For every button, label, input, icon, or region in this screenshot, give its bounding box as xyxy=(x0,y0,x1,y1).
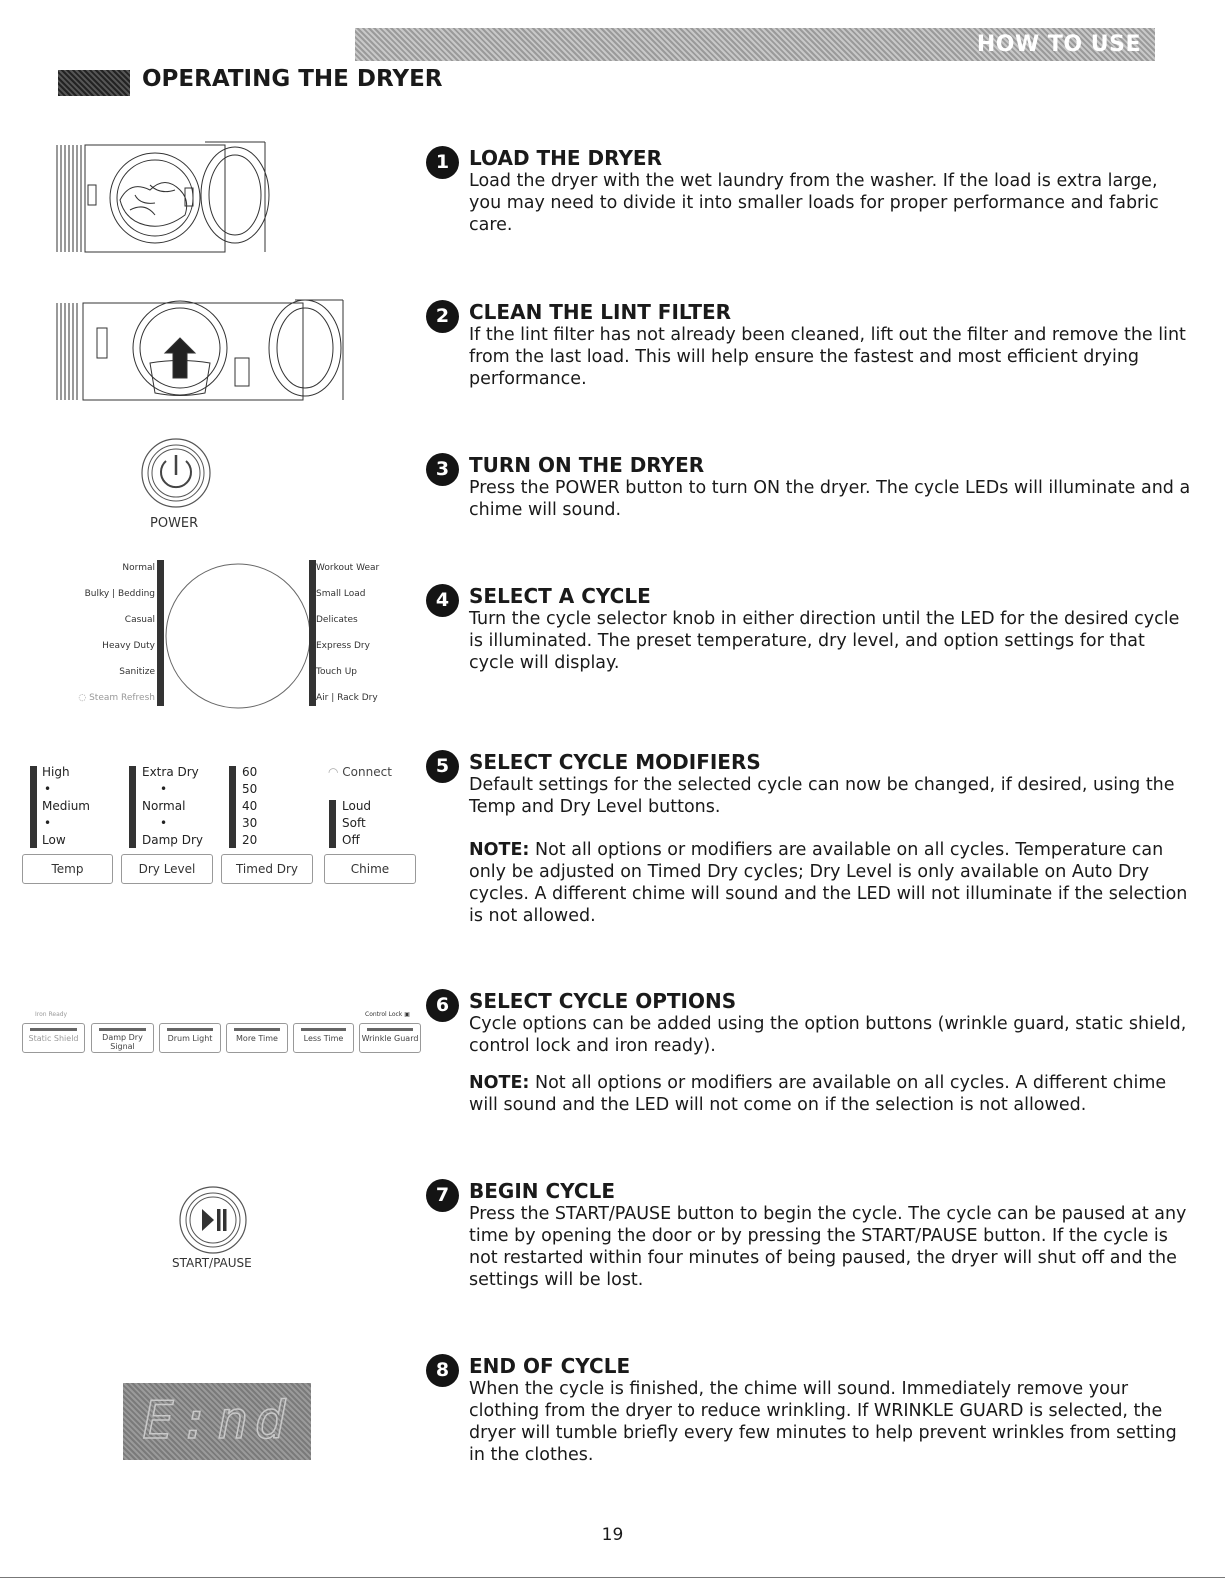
title-marker xyxy=(58,70,130,96)
static-shield-button[interactable]: Static Shield xyxy=(22,1023,85,1053)
step-title: END OF CYCLE xyxy=(469,1354,631,1378)
step-number: 1 xyxy=(426,146,459,179)
temp-dot-2: • xyxy=(44,816,52,830)
step-7 xyxy=(426,1179,1196,1294)
step-body: Cycle options can be added using the option buttons (wrinkle guard, static shield, control lock and iron ready). xyxy=(469,1014,1187,1056)
temp-button[interactable]: Temp xyxy=(22,854,113,884)
section-tag: HOW TO USE xyxy=(976,32,1141,57)
lock-icon: ▣ xyxy=(402,1011,410,1018)
temp-medium: Medium xyxy=(42,799,90,813)
step-title: CLEAN THE LINT FILTER xyxy=(469,300,732,324)
step-3 xyxy=(426,453,1196,523)
step-body: Turn the cycle selector knob in either direction until the LED for the desired cycle is illuminated. The preset temperature, dry level, and option settings for that cycle will display. xyxy=(469,609,1180,673)
dry-level-extra-dry: Extra Dry xyxy=(142,765,199,779)
start-pause-button[interactable] xyxy=(178,1185,248,1255)
wifi-icon: ◠ xyxy=(328,765,343,779)
chime-led-strip xyxy=(329,800,336,848)
cycle-normal[interactable]: Normal xyxy=(122,563,155,573)
cycle-steam-refresh[interactable] xyxy=(78,693,155,703)
cycle-led-strip-right xyxy=(309,560,316,706)
timed-dry-50: 50 xyxy=(242,782,258,796)
cycle-selector-knob[interactable] xyxy=(163,562,313,710)
cycle-air-rack-dry[interactable]: Air | Rack Dry xyxy=(316,693,378,703)
temp-low: Low xyxy=(42,833,66,847)
step-number: 8 xyxy=(426,1354,459,1387)
cycle-heavy-duty[interactable]: Heavy Duty xyxy=(102,641,155,651)
chime-off: Off xyxy=(342,833,360,847)
step-4 xyxy=(426,584,1196,676)
cycle-touch-up[interactable]: Touch Up xyxy=(316,667,357,677)
wrinkle-guard-button[interactable]: Wrinkle Guard xyxy=(359,1023,421,1053)
dry-level-led-strip xyxy=(129,766,136,848)
dry-level-dot-1: • xyxy=(160,782,168,796)
lint-filter-illustration xyxy=(55,298,345,403)
step-title: LOAD THE DRYER xyxy=(469,146,662,170)
connect-label: Connect xyxy=(342,765,392,779)
damp-dry-signal-button[interactable]: Damp Dry Signal xyxy=(91,1023,154,1053)
step-number: 2 xyxy=(426,300,459,333)
timed-dry-40: 40 xyxy=(242,799,258,813)
less-time-button[interactable]: Less Time xyxy=(293,1023,354,1053)
step-body: Press the POWER button to turn ON the dryer. The cycle LEDs will illuminate and a chime will sound. xyxy=(469,478,1191,520)
step-number: 5 xyxy=(426,750,459,783)
load-dryer-illustration xyxy=(55,140,270,255)
page-title: OPERATING THE DRYER xyxy=(142,66,443,92)
note-text: Not all options or modifiers are available on all cycles. A different chime will sound and the LED will not come on if the selection is not allowed. xyxy=(469,1073,1167,1115)
temp-dot-1: • xyxy=(44,782,52,796)
steam-refresh-label: Steam Refresh xyxy=(89,693,155,703)
chime-button[interactable]: Chime xyxy=(324,854,416,884)
dry-level-dot-2: • xyxy=(160,816,168,830)
page-number: 19 xyxy=(601,1525,624,1545)
power-icon xyxy=(161,455,191,487)
drum-light-button[interactable]: Drum Light xyxy=(159,1023,221,1053)
power-button[interactable] xyxy=(140,437,212,509)
chime-soft: Soft xyxy=(342,816,366,830)
step-8 xyxy=(426,1354,1196,1469)
step-title: BEGIN CYCLE xyxy=(469,1179,615,1203)
step-6 xyxy=(426,989,1196,1119)
iron-ready-label: Iron Ready xyxy=(35,1011,68,1018)
timed-dry-30: 30 xyxy=(242,816,258,830)
cycle-led-strip-left xyxy=(157,560,164,706)
timed-dry-led-strip xyxy=(229,766,236,848)
dry-level-normal: Normal xyxy=(142,799,186,813)
step-title: SELECT A CYCLE xyxy=(469,584,651,608)
step-body: Press the START/PAUSE button to begin the cycle. The cycle can be paused at any time by opening the door or by pressing the START/PAUSE button. If the cycle is not restarted within four minutes of being paused, the dryer will shut off and the settings will be lost. xyxy=(469,1204,1187,1290)
cycle-sanitize[interactable]: Sanitize xyxy=(119,667,155,677)
bottom-rule xyxy=(0,1577,1225,1578)
cycle-workout-wear[interactable]: Workout Wear xyxy=(316,563,380,573)
step-2 xyxy=(426,300,1196,392)
note-text: Not all options or modifiers are available on all cycles. Temperature can only be adjusted on Timed Dry cycles; Dry Level is only available on Auto Dry cycles. A different chime will sound and the LED will not illuminate if the selection is not allowed. xyxy=(469,840,1188,926)
step-1 xyxy=(426,146,1196,238)
step-note xyxy=(469,839,1194,927)
steam-icon: ◌ xyxy=(78,693,90,703)
play-pause-icon xyxy=(202,1209,227,1231)
display-text: E:nd xyxy=(142,1391,292,1451)
control-lock-label: Control Lock xyxy=(365,1011,403,1018)
cycle-express-dry[interactable]: Express Dry xyxy=(316,641,370,651)
step-number: 7 xyxy=(426,1179,459,1212)
chime-loud: Loud xyxy=(342,799,372,813)
temp-led-strip xyxy=(30,766,37,848)
note-label: NOTE: xyxy=(469,1073,530,1093)
timed-dry-60: 60 xyxy=(242,765,258,779)
step-body: Default settings for the selected cycle can now be changed, if desired, using the Temp and Dry Level buttons. xyxy=(469,775,1175,817)
connect-indicator xyxy=(328,765,392,779)
cycle-small-load[interactable]: Small Load xyxy=(316,589,366,599)
cycle-delicates[interactable]: Delicates xyxy=(316,615,358,625)
step-body: When the cycle is finished, the chime will sound. Immediately remove your clothing from the dryer to reduce wrinkling. If WRINKLE GUARD is selected, the dryer will tumble briefly every few minutes to help prevent wrinkles from setting in the clothes. xyxy=(469,1379,1177,1465)
timed-dry-button[interactable]: Timed Dry xyxy=(221,854,313,884)
timed-dry-20: 20 xyxy=(242,833,258,847)
more-time-button[interactable]: More Time xyxy=(226,1023,288,1053)
step-5 xyxy=(426,750,1196,930)
step-note xyxy=(469,1072,1194,1116)
dry-level-button[interactable]: Dry Level xyxy=(121,854,213,884)
power-label: POWER xyxy=(150,516,199,531)
step-number: 3 xyxy=(426,453,459,486)
section-tag-bar xyxy=(355,28,1155,61)
cycle-bulky-bedding[interactable]: Bulky | Bedding xyxy=(84,589,155,599)
step-number: 6 xyxy=(426,989,459,1022)
note-label: NOTE: xyxy=(469,840,530,860)
step-body: Load the dryer with the wet laundry from the washer. If the load is extra large, you may need to divide it into smaller loads for proper performance and fabric care. xyxy=(469,171,1159,235)
step-title: SELECT CYCLE MODIFIERS xyxy=(469,750,761,774)
control-lock-indicator xyxy=(365,1011,410,1018)
cycle-casual[interactable]: Casual xyxy=(124,615,155,625)
temp-high: High xyxy=(42,765,70,779)
step-number: 4 xyxy=(426,584,459,617)
step-body: If the lint filter has not already been cleaned, lift out the filter and remove the lint from the last load. This will help ensure the fastest and most efficient drying performance. xyxy=(469,325,1186,389)
status-display xyxy=(123,1383,311,1460)
step-title: TURN ON THE DRYER xyxy=(469,453,705,477)
step-title: SELECT CYCLE OPTIONS xyxy=(469,989,737,1013)
dry-level-damp-dry: Damp Dry xyxy=(142,833,203,847)
start-pause-label: START/PAUSE xyxy=(172,1256,252,1270)
